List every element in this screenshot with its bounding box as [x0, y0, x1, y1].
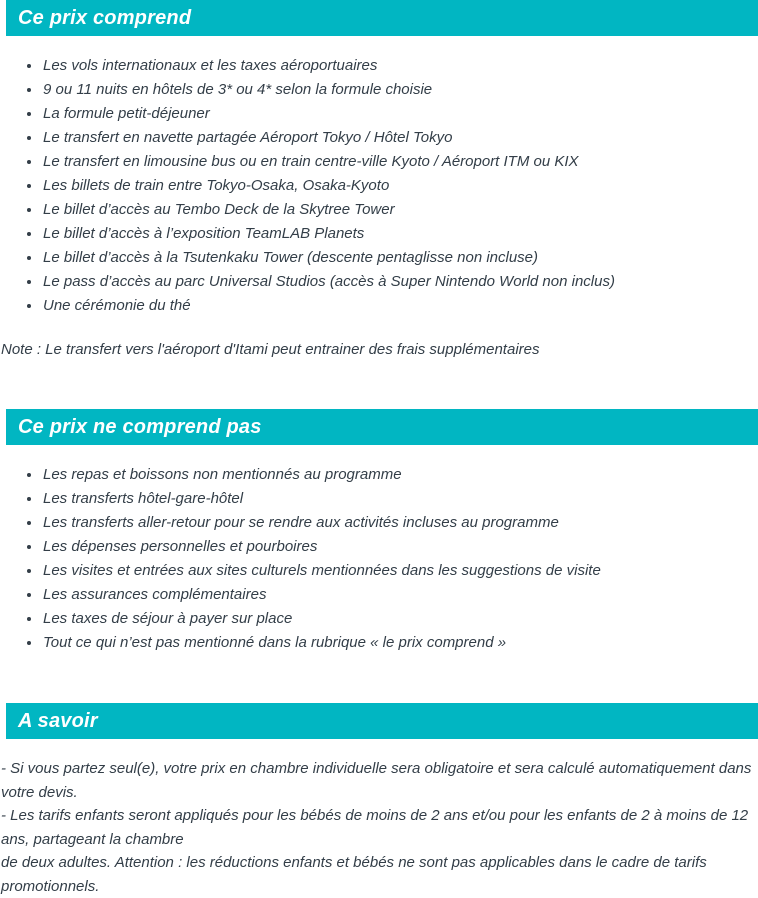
good-to-know-line: de deux adultes. Attention : les réductions enfants et bébés ne sont pas applicables dans le cadre de tarifs promotionnels.: [1, 854, 707, 895]
price-excludes-item: • Les taxes de séjour à payer sur place: [42, 607, 758, 631]
price-includes-list: [30, 54, 758, 318]
price-excludes-item: • Tout ce qui n’est pas mentionné dans la rubrique « le prix comprend »: [42, 631, 758, 655]
price-excludes-item: • Les assurances complémentaires: [42, 583, 758, 607]
section-title-good-to-know: A savoir: [18, 709, 98, 732]
price-includes-item: • Le billet d’accès au Tembo Deck de la Skytree Tower: [42, 198, 758, 222]
section-header-good-to-know: [6, 703, 758, 739]
price-includes-item: • 9 ou 11 nuits en hôtels de 3* ou 4* selon la formule choisie: [42, 78, 758, 102]
price-includes-item: • Le billet d’accès à l’exposition TeamLAB Planets: [42, 222, 758, 246]
section-title-price-includes: Ce prix comprend: [18, 6, 192, 29]
price-includes-item: • Le billet d’accès à la Tsutenkaku Tower (descente pentaglisse non incluse): [42, 246, 758, 270]
price-excludes-item: • Les repas et boissons non mentionnés au programme: [42, 463, 758, 487]
price-includes-item: • Les vols internationaux et les taxes aéroportuaires: [42, 54, 758, 78]
price-includes-item: • La formule petit-déjeuner: [42, 102, 758, 126]
good-to-know-paragraphs: [0, 757, 758, 898]
price-includes-item: • Le transfert en limousine bus ou en train centre-ville Kyoto / Aéroport ITM ou KIX: [42, 150, 758, 174]
section-good-to-know: [0, 703, 758, 898]
section-header-price-excludes: [6, 409, 758, 445]
itami-transfer-note: Note : Le transfert vers l'aéroport d'Itami peut entrainer des frais supplémentaires: [1, 341, 540, 358]
price-excludes-item: • Les dépenses personnelles et pourboires: [42, 535, 758, 559]
section-price-includes: [0, 0, 758, 362]
price-includes-item: • Une cérémonie du thé: [42, 294, 758, 318]
price-includes-item: • Les billets de train entre Tokyo-Osaka, Osaka-Kyoto: [42, 174, 758, 198]
section-price-excludes: [0, 409, 758, 655]
section-header-price-includes: [6, 0, 758, 36]
good-to-know-line: - Si vous partez seul(e), votre prix en chambre individuelle sera obligatoire et sera calculé automatiquement dans votre devis.: [1, 760, 752, 801]
price-excludes-item: • Les visites et entrées aux sites culturels mentionnées dans les suggestions de visite: [42, 559, 758, 583]
price-excludes-item: • Les transferts aller-retour pour se rendre aux activités incluses au programme: [42, 511, 758, 535]
good-to-know-line: - Les tarifs enfants seront appliqués pour les bébés de moins de 2 ans et/ou pour les enfants de 2 à moins de 12 ans, partageant la chambre: [1, 807, 749, 848]
price-includes-item: • Le transfert en navette partagée Aéroport Tokyo / Hôtel Tokyo: [42, 126, 758, 150]
price-excludes-list: [30, 463, 758, 655]
price-excludes-item: • Les transferts hôtel-gare-hôtel: [42, 487, 758, 511]
section-title-price-excludes: Ce prix ne comprend pas: [18, 415, 262, 438]
price-includes-item: • Le pass d’accès au parc Universal Studios (accès à Super Nintendo World non inclus): [42, 270, 758, 294]
